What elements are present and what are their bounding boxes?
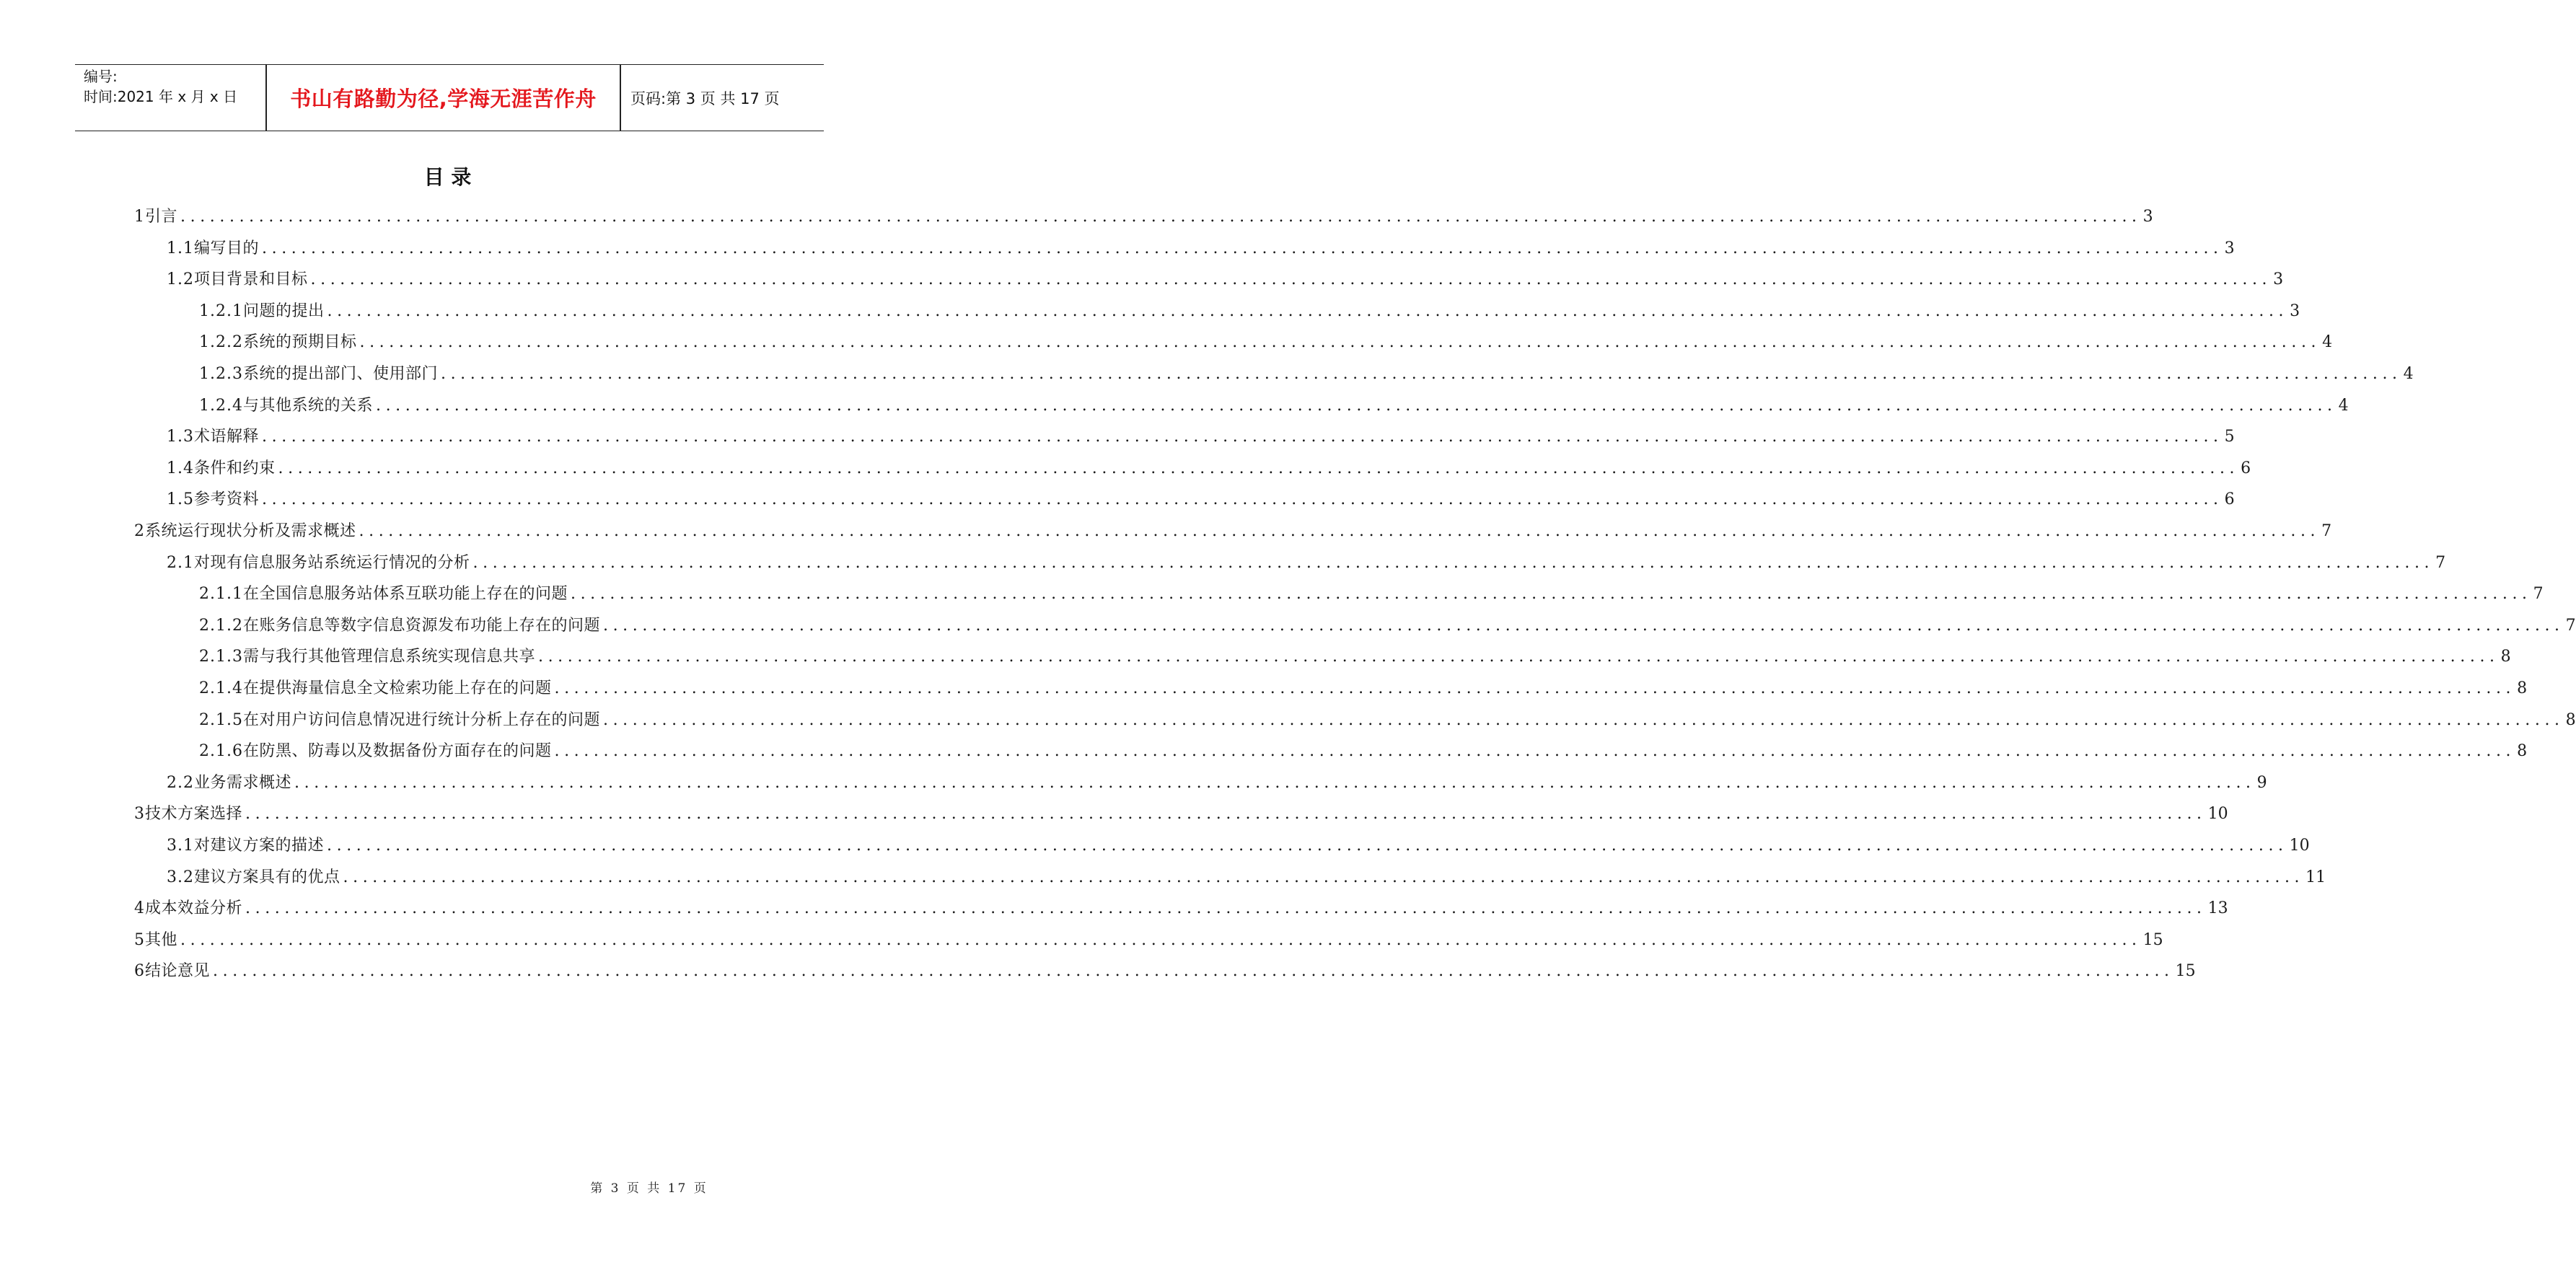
toc-entry-title: 条件和约束 <box>194 459 276 477</box>
toc-entry-number: 2.1.1 <box>199 585 243 604</box>
header-page-number: 页码:第 3 页 共 17 页 <box>630 89 780 107</box>
toc-leader-dots: ........................................................................................................................................................................................................ <box>441 365 2402 383</box>
toc-entry-number: 1.4 <box>167 459 194 477</box>
toc-entry-number: 1.2.3 <box>199 365 243 383</box>
toc-entry-page: 8 <box>2500 648 2511 666</box>
toc-entry-page: 9 <box>2256 773 2267 792</box>
toc-entry-number: 1.2 <box>167 270 194 289</box>
toc-entry-title: 系统的预期目标 <box>242 333 357 352</box>
toc-leader-dots: ........................................................................................................................................................................................................ <box>327 301 2289 320</box>
toc-entry-page: 8 <box>2517 742 2528 761</box>
toc-entry-number: 2.1.2 <box>199 616 243 635</box>
toc-leader-dots: ........................................................................................................................................................................................................ <box>245 805 2207 824</box>
toc-entry-page: 5 <box>2224 428 2235 446</box>
toc-leader-dots: ........................................................................................................................................................................................................ <box>262 428 2223 446</box>
toc-leader-dots: ........................................................................................................................................................................................................ <box>359 333 2321 352</box>
toc-entry[interactable] <box>167 458 2251 480</box>
toc-entry-page: 3 <box>2224 239 2235 257</box>
toc-leader-dots: ........................................................................................................................................................................................................ <box>180 208 2142 226</box>
toc-leader-dots: ........................................................................................................................................................................................................ <box>262 239 2223 257</box>
toc-entry-number: 2 <box>134 522 145 540</box>
toc-entry-number: 3 <box>134 805 145 824</box>
toc-leader-dots: ........................................................................................................................................................................................................ <box>603 710 2564 729</box>
toc-entry[interactable] <box>167 867 2326 889</box>
toc-entry-page: 10 <box>2289 837 2310 855</box>
toc-entry[interactable] <box>199 678 2528 700</box>
toc-entry[interactable] <box>199 301 2300 322</box>
toc-entry-title: 与其他系统的关系 <box>242 396 373 415</box>
toc-entry-page: 15 <box>2175 962 2196 981</box>
toc-entry-number: 1.5 <box>167 490 194 509</box>
toc-entry[interactable] <box>134 521 2332 542</box>
toc-entry-number: 1 <box>134 208 145 226</box>
header-meta <box>84 66 264 107</box>
toc-entry-title: 系统的提出部门、使用部门 <box>242 365 438 383</box>
toc-entry-page: 7 <box>2435 553 2446 572</box>
toc-entry[interactable] <box>134 961 2196 982</box>
toc-entry-number: 3.2 <box>167 868 194 886</box>
toc-entry-title: 结论意见 <box>145 962 211 981</box>
toc-entry-page: 7 <box>2565 616 2576 635</box>
toc-leader-dots: ........................................................................................................................................................................................................ <box>376 396 2337 415</box>
toc-entry[interactable] <box>199 363 2414 385</box>
toc-entry[interactable] <box>199 741 2528 762</box>
document-header <box>75 64 824 131</box>
toc-leader-dots: ........................................................................................................................................................................................................ <box>245 899 2207 918</box>
toc-entry-page: 8 <box>2565 710 2576 729</box>
toc-entry[interactable] <box>199 710 2576 731</box>
toc-entry-number: 5 <box>134 930 145 949</box>
toc-leader-dots: ........................................................................................................................................................................................................ <box>310 270 2272 289</box>
toc-entry-page: 3 <box>2290 301 2300 320</box>
toc-entry-title: 术语解释 <box>194 428 260 446</box>
toc-entry-title: 建议方案具有的优点 <box>194 868 340 886</box>
toc-entry-title: 其他 <box>145 930 178 949</box>
toc-entry[interactable] <box>167 426 2235 448</box>
toc-entry-page: 4 <box>2322 333 2333 352</box>
toc-entry-page: 3 <box>2273 270 2284 289</box>
toc-entry[interactable] <box>134 206 2153 228</box>
toc-entry-page: 11 <box>2305 868 2326 886</box>
serial-number-label: 编号: <box>84 68 118 85</box>
toc-entry-title: 成本效益分析 <box>145 899 243 918</box>
toc-entry-title: 项目背景和目标 <box>194 270 308 289</box>
toc-entry-title: 需与我行其他管理信息系统实现信息共享 <box>242 648 535 666</box>
toc-entry[interactable] <box>167 489 2235 511</box>
toc-entry-title: 对现有信息服务站系统运行情况的分析 <box>194 553 470 572</box>
toc-entry[interactable] <box>199 395 2349 417</box>
toc-entry-number: 2.1 <box>167 553 194 572</box>
toc-entry-number: 1.2.2 <box>199 333 243 352</box>
toc-entry-page: 4 <box>2403 365 2414 383</box>
toc-entry-title: 引言 <box>145 208 178 226</box>
toc-entry-page: 7 <box>2321 522 2332 540</box>
toc-leader-dots: ........................................................................................................................................................................................................ <box>359 522 2321 540</box>
toc-leader-dots: ........................................................................................................................................................................................................ <box>327 837 2288 855</box>
toc-entry-title: 在提供海量信息全文检索功能上存在的问题 <box>242 679 552 697</box>
toc-leader-dots: ........................................................................................................................................................................................................ <box>571 585 2532 604</box>
toc-entry[interactable] <box>199 332 2333 353</box>
toc-entry-title: 参考资料 <box>194 490 260 509</box>
toc-entry-title: 对建议方案的描述 <box>194 837 325 855</box>
toc-entry[interactable] <box>199 615 2576 637</box>
toc-leader-dots: ........................................................................................................................................................................................................ <box>262 490 2223 509</box>
toc-title: 目 录 <box>423 165 472 189</box>
time-label: 时间:2021 年 x 月 x 日 <box>84 88 238 105</box>
toc-entry-page: 4 <box>2338 396 2349 415</box>
toc-leader-dots: ........................................................................................................................................................................................................ <box>180 930 2142 949</box>
toc-entry-number: 6 <box>134 962 145 981</box>
toc-entry-title: 业务需求概述 <box>194 773 292 792</box>
toc-entry-number: 3.1 <box>167 837 194 855</box>
toc-entry-number: 1.1 <box>167 239 194 257</box>
toc-entry-number: 4 <box>134 899 145 918</box>
toc-entry-page: 7 <box>2533 585 2544 604</box>
toc-entry-title: 编写目的 <box>194 239 260 257</box>
toc-leader-dots: ........................................................................................................................................................................................................ <box>472 553 2435 572</box>
toc-entry-number: 1.3 <box>167 428 194 446</box>
toc-entry-number: 2.1.5 <box>199 710 243 729</box>
toc-leader-dots: ........................................................................................................................................................................................................ <box>294 773 2256 792</box>
toc-entry-page: 6 <box>2224 490 2235 509</box>
toc-entry-title: 在对用户访问信息情况进行统计分析上存在的问题 <box>242 710 600 729</box>
toc-entry[interactable] <box>199 583 2544 605</box>
toc-leader-dots: ........................................................................................................................................................................................................ <box>343 868 2305 886</box>
toc-entry-title: 在防黑、防毒以及数据备份方面存在的问题 <box>242 742 552 761</box>
toc-leader-dots: ........................................................................................................................................................................................................ <box>554 679 2516 697</box>
toc-leader-dots: ........................................................................................................................................................................................................ <box>554 742 2516 761</box>
toc-entry-number: 2.1.6 <box>199 742 243 761</box>
toc-entry-title: 系统运行现状分析及需求概述 <box>145 522 356 540</box>
toc-leader-dots: ........................................................................................................................................................................................................ <box>278 459 2240 477</box>
toc-entry[interactable] <box>134 898 2228 920</box>
toc-entry-number: 2.2 <box>167 773 194 792</box>
toc-entry-title: 在账务信息等数字信息资源发布功能上存在的问题 <box>242 616 600 635</box>
toc-leader-dots: ........................................................................................................................................................................................................ <box>538 648 2500 666</box>
header-motto: 书山有路勤为径,学海无涯苦作舟 <box>290 87 597 111</box>
toc-entry[interactable] <box>134 930 2163 951</box>
toc-entry-page: 6 <box>2241 459 2251 477</box>
toc-entry-number: 2.1.4 <box>199 679 243 697</box>
toc-entry[interactable] <box>167 238 2235 260</box>
toc-entry[interactable] <box>199 646 2511 668</box>
toc-entry-title: 技术方案选择 <box>145 805 243 824</box>
toc-entry-page: 13 <box>2207 899 2228 918</box>
toc-leader-dots: ........................................................................................................................................................................................................ <box>603 616 2564 635</box>
toc-entry-page: 10 <box>2207 805 2228 824</box>
toc-entry[interactable] <box>167 552 2446 574</box>
header-divider <box>620 65 621 131</box>
toc-entry-page: 15 <box>2142 930 2163 949</box>
toc-entry-title: 问题的提出 <box>242 301 325 320</box>
toc-entry-number: 1.2.4 <box>199 396 243 415</box>
footer-page-number: 第 3 页 共 17 页 <box>590 1181 708 1196</box>
toc-entry-title: 在全国信息服务站体系互联功能上存在的问题 <box>242 585 568 604</box>
toc-entry[interactable] <box>167 772 2267 794</box>
toc-entry-number: 2.1.3 <box>199 648 243 666</box>
toc-entry-number: 1.2.1 <box>199 301 243 320</box>
toc-entry[interactable] <box>167 835 2310 857</box>
toc-entry[interactable] <box>134 803 2228 825</box>
toc-entry[interactable] <box>167 269 2284 291</box>
toc-entry-page: 3 <box>2142 208 2153 226</box>
toc-leader-dots: ........................................................................................................................................................................................................ <box>213 962 2174 981</box>
toc-entry-page: 8 <box>2517 679 2528 697</box>
